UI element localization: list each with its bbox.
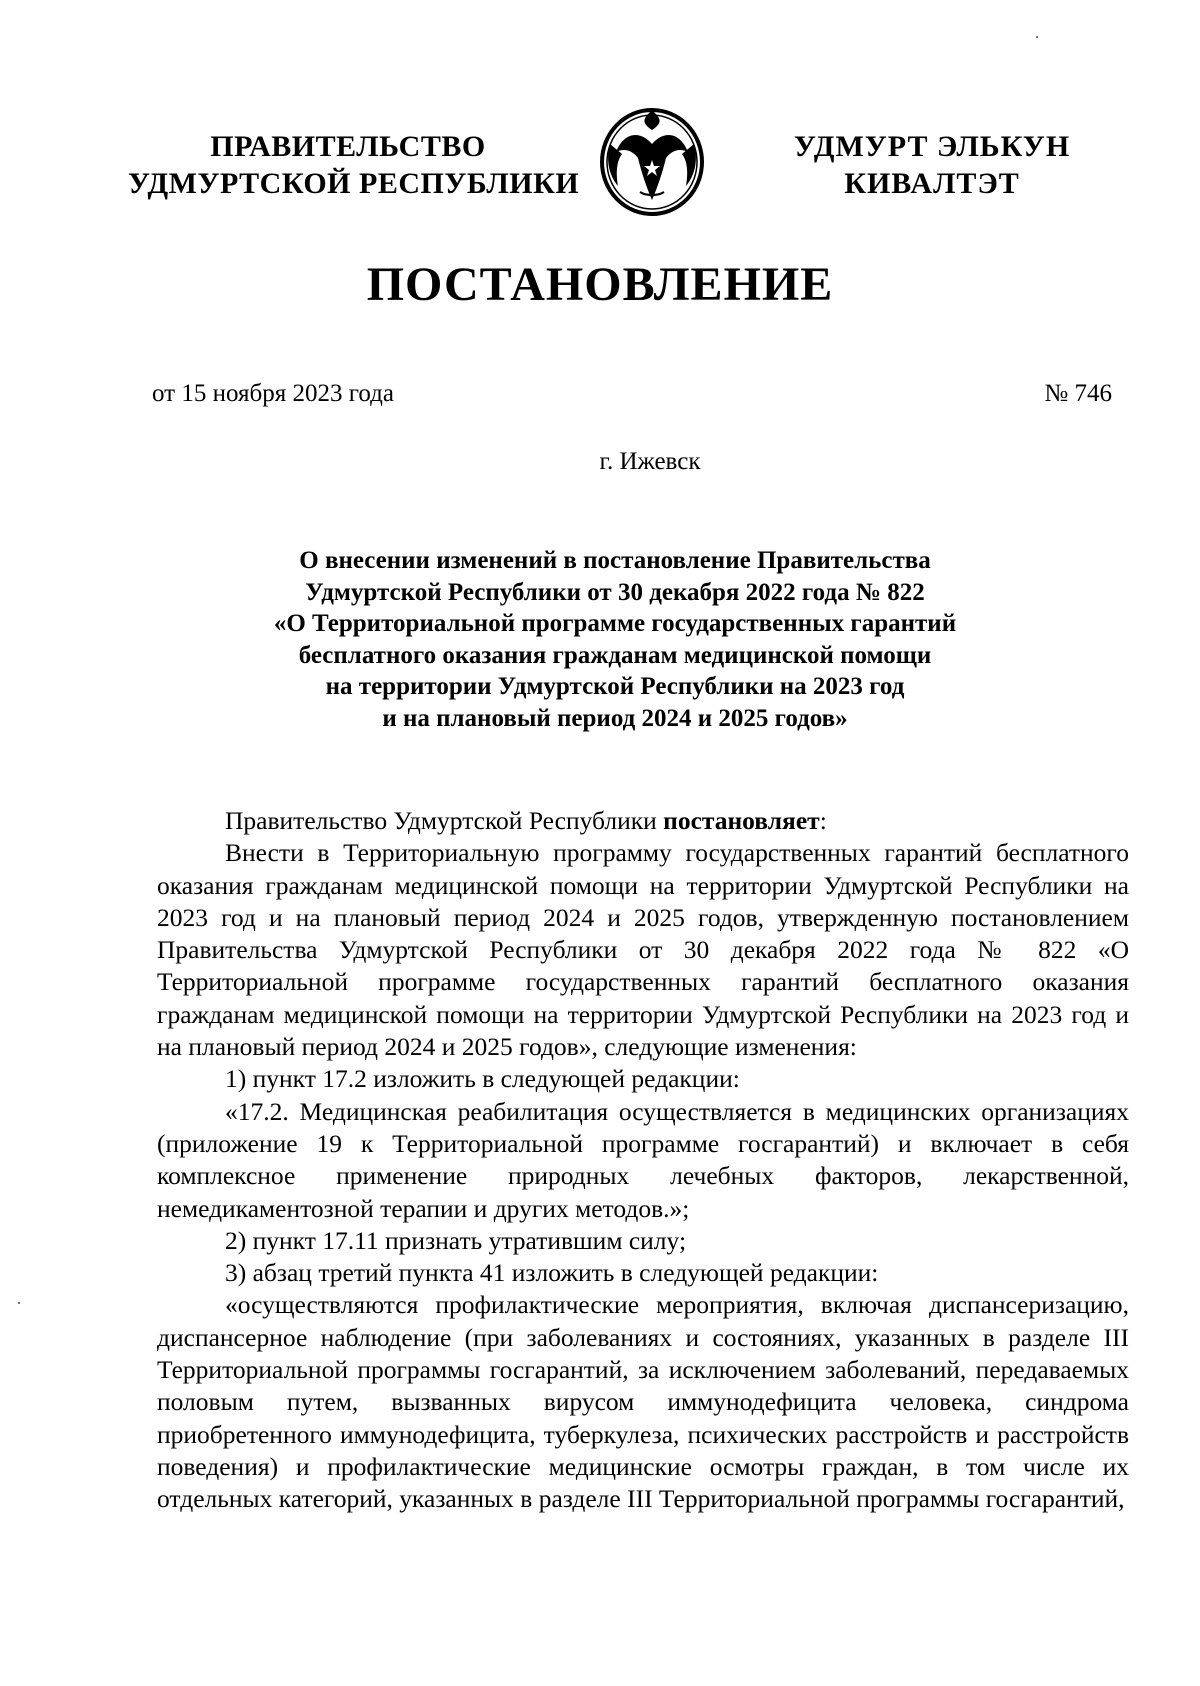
list-item-2: 2) пункт 17.11 признать утратившим силу; bbox=[225, 1225, 687, 1255]
coat-of-arms-icon bbox=[596, 104, 708, 216]
scan-speck bbox=[18, 1302, 20, 1304]
list-item-3: 3) абзац третий пункта 41 изложить в следующей редакции: bbox=[225, 1258, 879, 1288]
subject-line: и на плановый период 2024 и 2025 годов» bbox=[382, 704, 848, 732]
intro-verb: постановляет bbox=[663, 806, 820, 835]
subject-line: бесплатного оказания гражданам медицинской помощи bbox=[298, 641, 932, 669]
document-date: от 15 ноября 2023 года bbox=[152, 380, 394, 407]
document-number: № 746 bbox=[1044, 380, 1112, 407]
document-type-title: ПОСТАНОВЛЕНИЕ bbox=[366, 258, 834, 311]
header-left-line2: УДМУРТСКОЙ РЕСПУБЛИКИ bbox=[128, 167, 580, 200]
intro-paragraph bbox=[157, 805, 1129, 837]
subject-line: «О Территориальной программе государственных гарантий bbox=[273, 610, 957, 637]
list-item-1: 1) пункт 17.2 изложить в следующей редакции: bbox=[225, 1064, 740, 1094]
subject-line: Удмуртской Республики от 30 декабря 2022 года № 822 bbox=[305, 578, 925, 606]
header-left-line1: ПРАВИТЕЛЬСТВО bbox=[210, 130, 486, 163]
header-right bbox=[772, 128, 1092, 202]
paragraph-main: Внести в Территориальную программу государственных гарантий бесплатного оказания гражданам медицинской помощи на территории Удмуртской Республики на 2023 год и на плановый период 2024 и 2025 годов, утвержденную постановлением Правительства Удмуртской Республики от 30 декабря 2022 года № 822 «О Территориальной программе государственных гарантий бесплатного оказания гражданам медицинской помощи на территории Удмуртской Республики на 2023 год и на плановый период 2024 и 2025 годов», следующие изменения: bbox=[157, 838, 1129, 1062]
document-subject bbox=[150, 545, 1080, 734]
document-city: г. Ижевск bbox=[599, 448, 701, 475]
quote-41: «осуществляются профилактические мероприятия, включая диспансеризацию, диспансерное наблюдение (при заболеваниях и состояниях, указанных в разделе III Территориальной программы госгарантий, за исключением заболеваний, передаваемых половым путем, вызванных вирусом иммунодефицита человека, синдрома приобретенного иммунодефицита, туберкулеза, психических расстройств и расстройств поведения) и профилактические медицинские осмотры граждан, в том числе их отдельных категорий, указанных в разделе III Территориальной программы госгарантий, bbox=[157, 1290, 1129, 1514]
scan-speck bbox=[1036, 36, 1038, 38]
document-body bbox=[157, 805, 1129, 1516]
quote-17-2: «17.2. Медицинская реабилитация осуществляется в медицинских организациях (приложение 19 к Территориальной программе госгарантий) и включает в себя комплексное применение природных лечебных факторов, лекарственной, немедикаментозной терапии и других методов.»; bbox=[157, 1096, 1129, 1223]
subject-line: на территории Удмуртской Республики на 2023 год bbox=[325, 673, 905, 700]
intro-colon: : bbox=[819, 806, 827, 835]
intro-text: Правительство Удмуртской Республики bbox=[225, 806, 664, 835]
subject-line: О внесении изменений в постановление Правительства bbox=[299, 547, 931, 574]
header-right-line2: КИВАЛТЭТ bbox=[844, 167, 1020, 200]
header-right-line1: УДМУРТ ЭЛЬКУН bbox=[793, 130, 1071, 163]
header-left bbox=[128, 128, 580, 202]
